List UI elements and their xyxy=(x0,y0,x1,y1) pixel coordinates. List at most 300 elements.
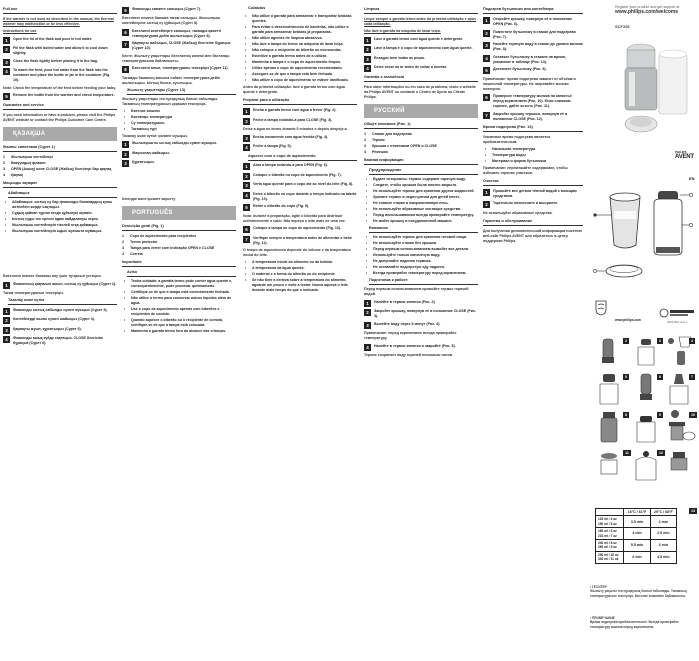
step-item xyxy=(483,30,583,40)
bullet-item: • Não utilize agentes de limpeza abrasivos. xyxy=(244,36,323,40)
section-heading: Подогрев бутылочки или контейнера xyxy=(483,7,583,14)
bullet-item: • Температура воды xyxy=(484,152,526,157)
list-item xyxy=(122,240,236,245)
step-text: Abra a tampa rodando-a para OPEN (Fig. 6). xyxy=(253,163,328,167)
time-cell: 3 min xyxy=(650,540,676,552)
list-item xyxy=(3,161,117,166)
section-heading: Limpeza xyxy=(364,7,478,14)
step-number: 1 xyxy=(122,141,129,148)
step-text: Жақсылап шайыңыз. xyxy=(132,150,170,155)
step-item xyxy=(483,67,583,74)
step-item xyxy=(243,173,357,180)
step-item xyxy=(483,94,583,109)
paragraph: If the warmer is not used as described in the manual, the thermal warmer may malfunction or be less effective. xyxy=(3,17,114,26)
step-text: Feche a tampa (Fig. 5). xyxy=(253,144,292,148)
bullet-item: • Не используйте абразивные чистящие средства. xyxy=(365,207,461,211)
step-item xyxy=(3,37,117,44)
bullet-item: • Para evitar o desenvolvimento de bactérias, não utilize a garrafa para armazenar bebidas já preparadas. xyxy=(243,25,357,35)
bullet-text: Use o copo de aquecimento apenas com biberões e recipientes de comida. xyxy=(131,307,220,316)
bullet-item: • Не используйте термос для хранения других жидкостей. xyxy=(365,189,475,193)
bullet-item: • Не мойте крышку в посудомоечной машине. xyxy=(365,219,453,223)
step-item xyxy=(483,112,583,122)
bullet-item: • Су температурасы xyxy=(123,120,165,125)
note-title: • ГЕСИТЕР xyxy=(590,585,607,589)
philips-wordmark: PHILIPS xyxy=(675,150,687,154)
philips-url: www.philips.com xyxy=(615,318,641,322)
time-cell: 4.5 min xyxy=(650,551,676,563)
bullet-text: Utilize apenas o copo de aquecimento recomendado. xyxy=(252,66,343,70)
bullet-text: Не оставляйте подогретую еду надолго. xyxy=(373,265,446,269)
list-item xyxy=(364,138,478,143)
bullet-item: • Mantenha a tampa e o copo de aquecimento limpos. xyxy=(244,60,342,64)
step-number: 4 xyxy=(3,68,10,75)
bullet-text: Используйте только кипячёную воду. xyxy=(373,253,441,257)
quantity-cell: 290 ml / 10 oz 330 ml / 11 oz xyxy=(596,551,624,563)
step-text: Налейте горячую воду в стакан до уровня молока (Рис. 8). xyxy=(493,42,583,51)
list-text: Termo protector xyxy=(130,240,158,244)
step-text: Remove the bottle from the warmer and check temperature. xyxy=(13,93,115,97)
column-2 xyxy=(122,4,236,335)
paragraph: Кепілдік және қызмет көрсету xyxy=(122,197,176,201)
subsection-heading: Aviso xyxy=(127,270,236,277)
list-item xyxy=(122,246,236,251)
step-item xyxy=(243,192,357,202)
paragraph: Тазалау және күтім: қолмен жуыңыз. xyxy=(122,133,188,138)
paragraph: Кесте: Жылыту уақыттары бөтелкенің көлемі мен бастапқы температурасына байланысты. xyxy=(122,53,230,63)
step-number: 4 xyxy=(483,55,490,62)
bullet-text: Не ставьте стакан в микроволновую печь. xyxy=(373,201,449,205)
bullet-item: • Tenha cuidado: a garrafa termo pode conter água quente e, consequentemente, pode provocar queimaduras. xyxy=(122,279,236,289)
bullet-item: • Não lave a tampa do termo na máquina de lavar loiça. xyxy=(244,42,344,46)
step-number: 7 xyxy=(483,112,490,119)
step-item xyxy=(364,65,478,72)
note-text: Жылыту уақыты тек нұсқаулық болып табылады. Тағамның температурасын тексеріңіз. Бөтелке өлшеміне байланысты. xyxy=(590,589,687,598)
step-text: Поместите бутылочку в стакан для подогрева (Рис. 7). xyxy=(493,29,576,39)
step-number: 2 xyxy=(483,30,490,37)
bullet-item: • Жылытқыш контейнерін ыдыс жуғышта жумаңыз. xyxy=(4,229,103,233)
bullet-item: • Se não tiver a certeza sobre a temperatura do alimento, aguarde um pouco e volte a testar. Nunca aqueça o leite durante mais tempo do que o indicado. xyxy=(243,278,357,293)
bullet-item: • Não coloque o recipiente de biberão no microondas. xyxy=(244,48,342,52)
list-text: Tampa para verter com indicação OPEN e CLOSE xyxy=(130,246,215,250)
step-number: 5 xyxy=(243,204,250,211)
step-item xyxy=(364,37,478,44)
subsection-heading: Aquecer com o copo de aquecimento xyxy=(248,154,357,161)
bullet-text: O material e a forma do biberão ou do recipiente. xyxy=(252,272,336,276)
bullet-text: Certifique-se de que a tampa está correctamente fechada. xyxy=(131,290,230,294)
step-item xyxy=(243,204,357,211)
list-number: 1 xyxy=(122,234,124,238)
step-item xyxy=(243,182,357,189)
step-number: 2 xyxy=(122,151,129,158)
bullet-text: Para evitar o desenvolvimento de bactérias, não utilize a garrafa para armazenar bebidas já preparadas. xyxy=(252,25,349,34)
step-number: 2 xyxy=(3,46,10,53)
bullet-text: Não utilize a garrafa para armazenar e transportar bebidas quentes. xyxy=(252,14,352,23)
footer-code: 4222.002.xxxx.x xyxy=(667,320,688,324)
bullet-item: • Судың қайнап тұрған кезде құйылуы мүмкін. xyxy=(4,211,93,215)
step-number: 4 xyxy=(364,344,371,351)
note-title: • ПРИМЕЧАНИЕ xyxy=(590,616,615,620)
step-number: 1 xyxy=(483,189,490,196)
step-number: 4 xyxy=(243,144,250,151)
list-number: 2 xyxy=(364,138,366,142)
bullet-text: Ыстық суды тек ересек адам пайдалануы керек. xyxy=(12,217,99,221)
bullet-text: Не допускайте падения термоса. xyxy=(373,259,432,263)
step-number: 1 xyxy=(243,108,250,115)
step-item xyxy=(243,144,357,151)
bullet-item: • Тағамның түрі xyxy=(123,126,157,131)
step-number: 3 xyxy=(364,322,371,329)
list-number: 2 xyxy=(3,161,5,165)
step-number: 4 xyxy=(3,336,10,343)
step-number: 2 xyxy=(3,317,10,324)
step-item xyxy=(3,59,117,66)
step-item xyxy=(364,56,478,63)
bullet-item: • Não utilize a garrafa para armazenar e transportar bebidas quentes. xyxy=(243,14,357,24)
step-number: 6 xyxy=(243,226,250,233)
bullet-text: Перед использованием всегда проверяйте температуру. xyxy=(373,213,475,217)
step-number: 3 xyxy=(3,59,10,66)
register-text: Register your product and get support at xyxy=(615,5,680,9)
step-item xyxy=(243,236,357,246)
brand-logo xyxy=(675,150,694,160)
bullet-item: • Будьте осторожны: термос содержит горячую воду. xyxy=(365,177,466,181)
list-item xyxy=(122,252,236,257)
bullet-item: • Use o copo de aquecimento apenas com biberões e recipientes de comida. xyxy=(122,307,236,317)
step-text: Откройте крышку, повернув её в положение OPEN (Рис. 6). xyxy=(493,17,573,26)
step-item xyxy=(3,93,117,100)
bullet-text: Температура воды xyxy=(492,152,526,157)
bullet-text: Бөтелке өлшемі xyxy=(131,108,160,113)
step-number: 1 xyxy=(3,308,10,315)
bullet-item: • Не ставьте стакан в микроволновую печь. xyxy=(365,201,449,205)
step-text: Feche a tampa rodando-a para CLOSE (Fig. 3). xyxy=(253,117,333,122)
time-cell: 3.5 min xyxy=(624,516,650,528)
table-header: 16°C / 61°F xyxy=(624,509,650,516)
list-number: 3 xyxy=(122,246,124,250)
section-heading: Descrição geral (Fig. 1) xyxy=(122,224,236,231)
language-code: EN xyxy=(689,176,695,181)
list-text: Жылытқыш контейнері xyxy=(11,155,53,159)
table-header: 20°C / 68°F xyxy=(650,509,676,516)
step-number: 4 xyxy=(243,192,250,199)
bullet-item: • Utilize apenas o copo de aquecimento recomendado. xyxy=(244,66,343,70)
list-number: 1 xyxy=(364,132,366,136)
bullet-item: • Certifique-se de que a tampa está correctamente fechada. xyxy=(123,290,230,294)
time-cell: 6 min xyxy=(624,551,650,563)
step-number: 3 xyxy=(243,182,250,189)
paragraph: Перед первым использованием промойте термос горячей водой. xyxy=(364,287,469,296)
step-item xyxy=(243,118,357,125)
step-number: 1 xyxy=(364,300,371,307)
step-text: Закройте крышку термоса, повернув её в положение CLOSE (Рис. 12). xyxy=(493,111,568,121)
bullet-text: Mantenha a garrafa termo fora do alcance das crianças. xyxy=(131,329,227,333)
section-heading: Важная информация xyxy=(364,158,478,165)
paragraph: Жылыту уақыттары тек нұсқаулық болып табылады. Тағамның температурасын әрқашан тексеріңіз. xyxy=(122,96,219,106)
step-number: 2 xyxy=(364,309,371,316)
step-item xyxy=(243,226,357,233)
step-text: Бөтелкені контейнерге салыңыз, тағамды қажетті температураға дейін жылытыңыз (Сурет 9). xyxy=(132,28,222,38)
list-item xyxy=(3,155,117,160)
step-text: Enxagúe bem todas as peças. xyxy=(374,55,426,60)
step-text: Налейте в термос кипяток (Рис. 2). xyxy=(374,299,436,304)
figure-13-icon xyxy=(665,448,697,482)
list-item xyxy=(364,150,478,155)
bullet-text: Бастапқы температура xyxy=(131,114,173,119)
step-item xyxy=(483,42,583,52)
bullet-text: Судың қайнап тұрған кезде құйылуы мүмкін. xyxy=(12,211,93,215)
bullet-text: Следите, чтобы крышка была плотно закрыта. xyxy=(373,183,457,187)
list-text: Стакан для подогрева xyxy=(372,132,412,136)
bullet-item: • Используйте только кипячёную воду. xyxy=(365,253,441,257)
step-item xyxy=(122,7,236,14)
list-text: Вакуумдық флакон xyxy=(11,161,46,165)
list-number: 4 xyxy=(3,173,5,177)
recycle-badge-icon xyxy=(659,308,695,318)
step-item xyxy=(243,163,357,170)
step-item xyxy=(483,189,583,199)
bullet-text: Храните термос в недоступном для детей месте. xyxy=(373,195,461,199)
bullet-text: Esterilize a garrafa termo antes de a utilizar. xyxy=(252,54,327,58)
step-number: 2 xyxy=(364,46,371,53)
bullet-item: • Не используйте стакан без крышки. xyxy=(365,241,438,245)
list-item xyxy=(3,167,117,172)
list-number: 4 xyxy=(364,150,366,154)
list-text: Крышка с отметками OPEN и CLOSE xyxy=(372,144,437,148)
quantity-cell: 180 ml / 6 oz 210 ml / 7 oz xyxy=(596,528,624,540)
table-header-row xyxy=(596,509,677,516)
step-item xyxy=(364,309,478,319)
section-heading: Full use xyxy=(3,7,117,14)
note: Примечание: время подогрева зависит от объёма и начальной температуры. Не нагревайте молоко повторно. xyxy=(483,76,576,91)
section-heading: Жалпы сипаттама (Сурет 1) xyxy=(3,145,117,152)
bullet-text: Не используйте термос для хранения готовой пищи. xyxy=(373,235,468,239)
step-item xyxy=(122,160,236,167)
step-item xyxy=(483,55,583,65)
avent-wordmark: AVENT xyxy=(675,154,694,160)
list-item xyxy=(122,234,236,239)
step-number: 1 xyxy=(3,37,10,44)
note: Note: Check the temperature of the feed before feeding your baby. xyxy=(3,85,116,90)
quantity-cell: 240 ml / 8 oz 260 ml / 9 oz xyxy=(596,540,624,552)
step-item xyxy=(3,308,117,315)
bullet-text: Жылытқыш контейнерін ыдыс жуғышта жумаңыз. xyxy=(12,229,103,233)
figure-number: 7 xyxy=(689,374,695,380)
figure-number: 8 xyxy=(623,412,629,418)
bullet-item: • Não utilize o copo de aquecimento se estiver danificado. xyxy=(244,78,349,82)
step-item xyxy=(122,66,236,73)
paragraph: Limpe sempre a garrafa termo antes da primeira utilização e após cada utilização. xyxy=(364,17,477,26)
subsection-heading: Жылыту уақыттары (Сурет 13) xyxy=(127,88,236,95)
bullet-text: Жылытқыш контейнерін тікелей отқа қоймаңыз. xyxy=(12,223,99,227)
step-text: Encha novamente com água fervida (Fig. 4). xyxy=(253,134,329,139)
note: Примечание: перемешайте содержимое, чтобы избежать горячих участков. xyxy=(483,165,568,175)
paragraph: Бөтелкеге немесе банкаға тағам салыңыз. Жылытқыш контейнеріне ыстық су құйыңыз (Сурет 8). xyxy=(122,16,221,25)
bullet-item: • A temperatura inicial do alimento ou da bebida. xyxy=(244,260,333,264)
step-text: To warm the feed, pour hot water from the flask into the container and place the bottle or jar in the container (Fig. 10). xyxy=(13,68,111,82)
step-item xyxy=(243,135,357,142)
figure-number: 12 xyxy=(657,450,665,456)
step-item xyxy=(364,46,478,53)
step-text: Флаконды сөмкеге салыңыз (Сурет 7). xyxy=(132,6,202,11)
bullet-text: A temperatura da água quente. xyxy=(252,266,305,270)
bullet-text: Не используйте термос для хранения других жидкостей. xyxy=(373,189,475,193)
step-item xyxy=(122,29,236,39)
bullet-item: • Перед использованием всегда проверяйте температуру. xyxy=(365,213,475,217)
time-cell: 2.5 min xyxy=(650,528,676,540)
section-heading: Garantia e assistência xyxy=(364,75,478,82)
paragraph: Не используйте абразивные средства. xyxy=(483,210,553,215)
step-text: Флаконды ашық күйде сақтаңыз, CLOSE белгісіне бұраңыз (Сурет 6). xyxy=(13,336,104,345)
paragraph: Instructions for use xyxy=(3,29,37,33)
step-text: Coloque o biberão no copo de aquecimento (Fig. 7). xyxy=(253,172,342,177)
bullet-text: Não utilize agentes de limpeza abrasivos. xyxy=(252,36,323,40)
step-number: 3 xyxy=(122,160,129,167)
step-text: Lave a garrafa termo com água quente e detergente. xyxy=(374,36,464,41)
product-photo xyxy=(603,36,693,146)
bullet-item: • Бастапқы температура xyxy=(123,114,173,119)
bullet-item: • A temperatura da água quente. xyxy=(244,266,305,270)
table-header xyxy=(596,509,624,516)
list-item xyxy=(364,132,478,137)
bullet-text: Будьте осторожны: термос содержит горячую воду. xyxy=(373,177,466,181)
step-text: Deixe o biberão no copo durante o tempo indicado na tabela (Fig. 13). xyxy=(253,191,357,201)
bullet-text: Не используйте абразивные чистящие средства. xyxy=(373,207,461,211)
step-text: Проверьте температуру молока на запястье перед кормлением (Рис. 10). Если слишком горячее, дайте остыть (Рис. 11). xyxy=(493,94,572,108)
step-text: Құрғатыңыз. xyxy=(132,160,155,164)
philips-shield-icon xyxy=(595,300,607,316)
step-text: Encha a garrafa termo com água a ferver (Fig. 2). xyxy=(253,108,337,112)
paragraph: Термос сохраняет воду горячей несколько часов. xyxy=(364,353,453,357)
bullet-text: Não utilize o termo para conservar outros líquidos além de água. xyxy=(131,296,232,305)
figure-number: 10 xyxy=(689,412,697,418)
list-text: Термос xyxy=(372,138,385,142)
welcome-url: www.philips.com/welcome xyxy=(615,9,679,15)
column-3 xyxy=(243,4,357,294)
step-text: Lave a tampa e o copo de aquecimento com água quente. xyxy=(374,46,473,50)
step-text: Достаньте бутылочку (Рис. 9). xyxy=(493,67,547,71)
step-item xyxy=(122,41,236,51)
model-number: SCF256 xyxy=(615,24,630,29)
step-text: Қақпақты жуып, құрғатыңыз (Сурет 5). xyxy=(13,326,82,331)
bullet-text: Quando aquecer o biberão ou o recipiente de comida, certifique-se de que a tampa está colocada. xyxy=(131,318,223,327)
time-cell: 4 min xyxy=(624,528,650,540)
subsection-heading: Абайлаңыз xyxy=(8,191,117,198)
bullet-item: • Esterilize a garrafa termo antes de a utilizar. xyxy=(244,54,327,58)
section-heading: Preparar para a utilização xyxy=(243,98,357,105)
bullet-item: • Не используйте термос для хранения готовой пищи. xyxy=(365,235,468,239)
bullet-text: Не мойте крышку в посудомоечной машине. xyxy=(373,219,453,223)
table-row xyxy=(596,528,677,540)
bullet-item: • Храните термос в недоступном для детей месте. xyxy=(365,195,461,199)
bullet-text: Mantenha a tampa e o copo de aquecimento limpos. xyxy=(252,60,342,64)
step-text: Coloque a tampa no copo de aquecimento (Fig. 10). xyxy=(253,226,342,230)
subsection-heading: Внимание xyxy=(369,226,478,233)
paragraph: If you need information or have a problem, please visit the Philips AVENT website or contact the Philips Customer Care Centre. xyxy=(3,113,116,122)
paragraph: Тағамды баланың жасына сәйкес температураға дейін жылытыңыз. Ыстық болса, суытыңыз. xyxy=(122,75,221,85)
bullet-item: • Начальная температура xyxy=(484,146,536,151)
figure-number: 2 xyxy=(623,338,629,344)
list-text: Ремешок xyxy=(372,150,388,154)
step-text: Close the flask tightly before placing it in the bag. xyxy=(13,58,98,63)
paragraph: Deixe a água no termo durante 5 minutos e depois despeje-a. xyxy=(243,127,348,131)
table-note-kazakh xyxy=(590,585,698,598)
bullet-item: • Quando aquecer o biberão ou o recipiente de comida, certifique-se de que a tampa está colocada. xyxy=(122,318,236,328)
step-number: 2 xyxy=(483,201,490,208)
bullet-item: • Não utilize o termo para conservar outros líquidos além de água. xyxy=(122,296,236,306)
table-row xyxy=(596,551,677,563)
bullet-item: • Материал и форма бутылочки xyxy=(484,158,547,163)
bullet-item: • Mantenha a garrafa termo fora do alcance das crianças. xyxy=(123,329,227,333)
language-header-kazakh: ҚАЗАҚША xyxy=(3,127,117,141)
step-text: Промойте все детали тёплой водой с моющим средством. xyxy=(493,188,577,198)
step-text: Налейте в термос кипяток и закройте (Рис. 5). xyxy=(374,343,456,348)
list-item xyxy=(3,173,117,178)
step-item xyxy=(364,344,478,351)
step-number: 5 xyxy=(3,93,10,100)
step-text: Флаконды ыстық сабынды сумен жуыңыз (Сурет 3). xyxy=(13,307,108,312)
step-number: 1 xyxy=(3,282,10,289)
step-number: 7 xyxy=(243,236,250,243)
list-text: Correia xyxy=(130,252,143,256)
time-cell: 2 min xyxy=(650,516,676,528)
step-number: 8 xyxy=(122,66,129,73)
bullet-item: • Бөтелке өлшемі xyxy=(123,108,160,113)
bullet-item: • Не допускайте падения термоса. xyxy=(365,259,432,263)
figure-number: 11 xyxy=(623,450,631,456)
paragraph: Não lave a garrafa na máquina de lavar loiça. xyxy=(364,29,441,33)
list-number: 2 xyxy=(122,240,124,244)
paragraph: Antes da primeira utilização: lave a garrafa termo com água quente e detergente. xyxy=(243,85,345,94)
bullet-item: • Не оставляйте подогретую еду надолго. xyxy=(365,265,446,269)
table-row xyxy=(596,540,677,552)
step-item xyxy=(3,46,117,56)
figure-number: 9 xyxy=(657,412,663,418)
section-heading: Guarantee and service xyxy=(3,103,117,110)
bullet-item: • Ыстық суды тек ересек адам пайдалануы керек. xyxy=(4,217,99,221)
list-text: OPEN (Ашық) және CLOSE (Жабық) белгілері бар қақпақ xyxy=(11,167,112,171)
step-number: 1 xyxy=(243,163,250,170)
list-item xyxy=(364,144,478,149)
list-text: Қақпақ xyxy=(11,173,23,177)
step-text: Тщательно ополосните и высушите. xyxy=(493,201,559,205)
bullet-text: Абайлаңыз: ыстық су бар флаконды балалардың қолы жетпейтін жерде сақтаңыз. xyxy=(12,200,113,209)
step-text: Open the lid of the flask and pour in hot water. xyxy=(13,36,93,41)
bullet-text: Начальная температура xyxy=(492,146,536,151)
warming-time-table xyxy=(595,508,677,564)
bullet-text: Всегда проверяйте температуру перед кормлением. xyxy=(373,271,467,275)
note: Nota: durante a preparação, agite o biberão para distribuir uniformemente o calor. Não aqueça o leite mais de uma vez. xyxy=(243,213,346,223)
note: Примечание: перед кормлением всегда проверяйте температуру. xyxy=(364,331,457,340)
bullet-text: Assegure-se de que a tampa está bem fechada. xyxy=(252,72,333,76)
figure-number: 5 xyxy=(623,374,629,380)
paragraph: Para obter informações ou em caso de problema, visite o website da Philips AVENT ou contacte o Centro de Apoio ao Cliente Philips. xyxy=(364,85,476,99)
step-number: 3 xyxy=(364,56,371,63)
language-header-russian: РУССКИЙ xyxy=(364,104,478,118)
paragraph: Бөтелкені немесе банканы алу үшін тұтқасын ұстаңыз. xyxy=(3,274,102,278)
parts-diagram xyxy=(588,185,696,285)
step-text: Retire o biberão do copo (Fig. 9). xyxy=(253,204,310,208)
bullet-text: Se não tiver a certeza sobre a temperatura do alimento, aguarde um pouco e volte a testar. Nunca aqueça o leite durante mais tempo do que o indicado. xyxy=(252,278,348,292)
bullet-text: Não coloque o recipiente de biberão no microondas. xyxy=(252,48,342,52)
step-text: Fill the flask with boiled water and allow it to cool down slightly. xyxy=(13,46,108,55)
step-item xyxy=(364,322,478,329)
paragraph: O tempo de aquecimento depende do volume e da temperatura inicial do leite. xyxy=(243,248,351,257)
step-text: Қақпақты жабыңыз, CLOSE (Жабық) белгісіне бұраңыз (Сурет 10). xyxy=(132,41,231,50)
step-number: 6 xyxy=(122,29,129,36)
bullet-item: • Всегда проверяйте температуру перед кормлением. xyxy=(365,271,467,275)
step-number: 6 xyxy=(483,94,490,101)
paragraph: Указанное время подогрева является приблизительным. xyxy=(483,134,551,144)
